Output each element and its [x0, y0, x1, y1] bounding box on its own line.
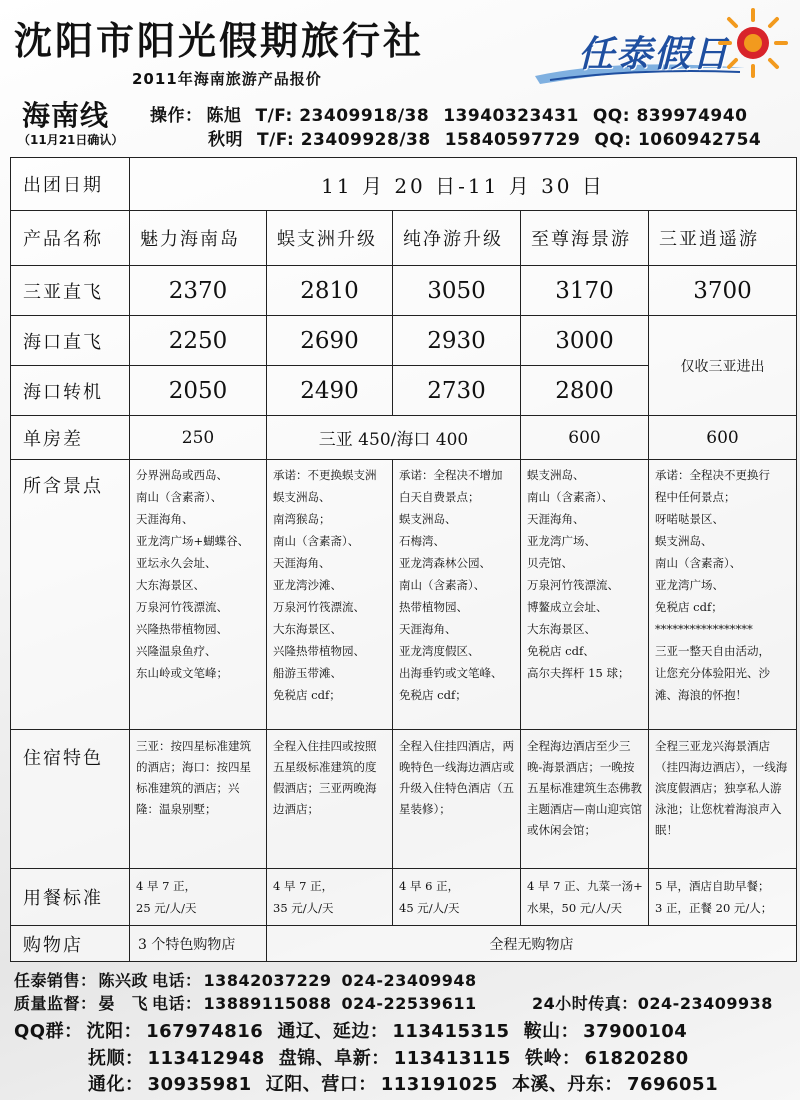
list-item: 南山（含素斋）、 [136, 490, 223, 504]
list-item: 分界洲岛或西岛、 [136, 468, 228, 482]
meal-cell [649, 869, 797, 926]
sales-contact [14, 968, 487, 991]
list-item: 万泉河竹筏漂流、 [136, 600, 228, 614]
qq-number: 113191025 [380, 1074, 498, 1095]
single-supplement-cell: 三亚 450/海口 400 [267, 416, 521, 460]
list-item: 亚龙湾广场+蝴蝶谷、 [136, 534, 250, 548]
list-item: 南山（含素斋）、 [399, 578, 486, 592]
qq-city: 本溪、丹东： [511, 1074, 623, 1095]
row-label: 三亚直飞 [11, 266, 130, 316]
list-item: 亚龙湾广场、 [655, 578, 724, 592]
qq-city: 通化： [88, 1074, 144, 1095]
list-item: 博鳌成立会址、 [527, 600, 608, 614]
list-item: 高尔夫挥杆 15 球； [527, 666, 630, 680]
table-row-spots [11, 460, 797, 730]
list-item: 3 正，正餐 20 元/人； [655, 901, 773, 915]
route-title: 海南线 [22, 99, 110, 132]
product-name: 三亚逍遥游 [649, 211, 797, 266]
list-item: 免税店 cdf； [273, 688, 341, 702]
shopping-cell: 3 个特色购物店 [130, 926, 267, 962]
operator-contact-2 [208, 125, 775, 150]
qq-city: 抚顺： [88, 1048, 144, 1069]
brand-logo [530, 4, 792, 94]
sales-mobile: 13842037229 [203, 971, 332, 990]
qq-number: 7696051 [626, 1074, 719, 1095]
operator-label: 操作： [150, 106, 203, 126]
list-item: 25 元/人/天 [136, 901, 197, 915]
list-item: 承诺：不更换蜈支洲 [273, 468, 377, 482]
list-item: 东山岭或文笔峰； [136, 666, 228, 680]
list-item: 亚龙湾度假区、 [399, 644, 480, 658]
fax-number: 024-23409938 [637, 994, 773, 1013]
fax-line [532, 991, 783, 1014]
price-cell: 2730 [393, 366, 521, 416]
list-item: 万泉河竹筏漂流、 [273, 600, 365, 614]
list-item: 船游玉带滩、 [273, 666, 342, 680]
operator-name: 陈旭 [206, 106, 242, 126]
list-item: 4 早 7 正， [136, 879, 197, 893]
price-cell: 2370 [130, 266, 267, 316]
list-item: 蜈支洲岛、 [655, 534, 713, 548]
table-row-date [11, 158, 797, 211]
list-item: 免税店 cdf、 [527, 644, 595, 658]
list-item: 承诺：全程决不更换行 [655, 468, 770, 482]
operator-mobile: 13940323431 [443, 106, 579, 126]
lodging-cell: 全程入住挂四酒店，两晚特色一线海边酒店或升级入住特色酒店（五星装修）； [393, 730, 521, 869]
list-item: 石梅湾、 [399, 534, 445, 548]
row-label: 单房差 [11, 416, 130, 460]
list-item: 天涯海角、 [273, 556, 331, 570]
list-item: 兴隆热带植物园、 [136, 622, 228, 636]
sales-tel-label: 电话： [152, 971, 202, 990]
list-item: 南山（含素斋）、 [527, 490, 614, 504]
qq-city: 鞍山： [523, 1021, 580, 1042]
product-name: 至尊海景游 [521, 211, 649, 266]
row-label: 住宿特色 [11, 730, 130, 869]
price-cell: 2250 [130, 316, 267, 366]
quality-contact [14, 991, 773, 1014]
price-table [10, 157, 797, 962]
list-item: 水果，50 元/人/天 [527, 901, 623, 915]
sun-icon [716, 6, 790, 80]
qq-group-row-2 [88, 1044, 703, 1070]
agency-title: 沈阳市阳光假期旅行社 [14, 19, 425, 63]
list-item: 程中任何景点； [655, 490, 736, 504]
qq-number: 61820280 [584, 1048, 689, 1069]
table-row-haikou [11, 316, 797, 366]
list-item: 南山（含素斋）、 [655, 556, 742, 570]
sales-name: 陈兴政 [98, 971, 149, 990]
list-item: 让您充分体验阳光、沙 [655, 666, 770, 680]
list-item: 白天自费景点； [399, 490, 480, 504]
list-item: 4 早 7 正、九菜一汤+ [527, 879, 643, 893]
price-cell: 2690 [267, 316, 393, 366]
fax-label: 24小时传真： [532, 994, 638, 1013]
table-row-meals [11, 869, 797, 926]
list-item: 兴隆热带植物园、 [273, 644, 365, 658]
row-label: 产品名称 [11, 211, 130, 266]
qq-group-row-3 [88, 1070, 732, 1096]
row-label: 所含景点 [11, 460, 130, 730]
list-item: 亚龙湾广场、 [527, 534, 596, 548]
qq-city: 盘锦、阜新： [278, 1048, 390, 1069]
list-item: 大东海景区、 [527, 622, 596, 636]
price-cell: 3050 [393, 266, 521, 316]
product-name: 魅力海南岛 [130, 211, 267, 266]
table-row-products [11, 211, 797, 266]
price-cell: 3170 [521, 266, 649, 316]
list-item: 大东海景区、 [136, 578, 205, 592]
list-item: 亚龙湾沙滩、 [273, 578, 342, 592]
shopping-cell: 全程无购物店 [267, 926, 797, 962]
qq-number: 30935981 [147, 1074, 252, 1095]
operator-tf: T/F: 23409928/38 [257, 130, 431, 150]
price-cell: 3000 [521, 316, 649, 366]
list-item: 万泉河竹筏漂流、 [527, 578, 619, 592]
confirm-date-note: （11月21日确认） [18, 133, 124, 147]
single-supplement-cell: 600 [521, 416, 649, 460]
spots-list [521, 460, 649, 730]
product-name: 蜈支洲升级 [267, 211, 393, 266]
list-item: 天涯海角、 [527, 512, 585, 526]
spots-list [267, 460, 393, 730]
single-supplement-cell: 600 [649, 416, 797, 460]
qq-number: 113415315 [392, 1021, 510, 1042]
list-item: 蜈支洲岛、 [399, 512, 457, 526]
list-item: 热带植物园、 [399, 600, 468, 614]
list-item: 承诺：全程决不增加 [399, 468, 503, 482]
list-item: 三亚一整天自由活动， [655, 644, 770, 658]
list-item: 35 元/人/天 [273, 901, 334, 915]
row-label: 用餐标准 [11, 869, 130, 926]
sanya-only-note: 仅收三亚进出 [649, 316, 797, 416]
row-label: 购物店 [11, 926, 130, 962]
lodging-cell: 全程入住挂四或按照五星级标准建筑的度假酒店；三亚两晚海边酒店； [267, 730, 393, 869]
product-name: 纯净游升级 [393, 211, 521, 266]
meal-cell [130, 869, 267, 926]
sales-label: 任泰销售： [14, 971, 97, 990]
qq-city: 铁岭： [524, 1048, 581, 1069]
lodging-cell: 全程海边酒店至少三晚-海景酒店；一晚按五星标准建筑生态佛教主题酒店—南山迎宾馆或休闲会馆； [521, 730, 649, 869]
qc-mobile: 13889115088 [203, 994, 332, 1013]
sales-phone: 024-23409948 [341, 971, 477, 990]
row-label: 出团日期 [11, 158, 130, 211]
price-cell: 2930 [393, 316, 521, 366]
price-cell: 2800 [521, 366, 649, 416]
list-item: 蜈支洲岛、 [527, 468, 585, 482]
single-supplement-cell: 250 [130, 416, 267, 460]
spots-list [393, 460, 521, 730]
row-label: 海口直飞 [11, 316, 130, 366]
list-item: 免税店 cdf； [655, 600, 723, 614]
list-item: 天涯海角、 [399, 622, 457, 636]
logo-text: 任泰假日 [578, 33, 731, 75]
price-list-subtitle: 2011年海南旅游产品报价 [132, 70, 322, 88]
table-row-shopping [11, 926, 797, 962]
list-item: 45 元/人/天 [399, 901, 460, 915]
operator-qq: QQ: 1060942754 [594, 130, 762, 150]
list-item: ***************** [655, 622, 753, 636]
qq-city: 通辽、延边： [277, 1021, 389, 1042]
operator-name: 秋明 [208, 130, 243, 150]
price-cell: 2810 [267, 266, 393, 316]
qc-phone: 024-22539611 [341, 994, 477, 1013]
list-item: 亚坛永久会址、 [136, 556, 217, 570]
qc-label: 质量监督： [14, 994, 97, 1013]
list-item: 4 早 7 正， [273, 879, 334, 893]
operator-qq: QQ: 839974940 [592, 106, 748, 126]
list-item: 蜈支洲岛、 [273, 490, 331, 504]
list-item: 免税店 cdf； [399, 688, 467, 702]
spots-list [649, 460, 797, 730]
spots-list [130, 460, 267, 730]
operator-mobile: 15840597729 [444, 130, 581, 150]
list-item: 天涯海角、 [136, 512, 194, 526]
price-cell: 2050 [130, 366, 267, 416]
operator-contact-1 [150, 101, 761, 126]
table-row-single-supplement [11, 416, 797, 460]
list-item: 南山（含素斋）、 [273, 534, 360, 548]
qq-number: 37900104 [583, 1021, 688, 1042]
lodging-cell: 三亚：按四星标准建筑的酒店；海口：按四星标准建筑的酒店；兴隆：温泉别墅； [130, 730, 267, 869]
list-item: 5 早，酒店自助早餐； [655, 879, 770, 893]
qq-number: 113413115 [393, 1048, 511, 1069]
qc-tel-label: 电话： [152, 994, 202, 1013]
list-item: 兴隆温泉鱼疗、 [136, 644, 217, 658]
meal-cell [393, 869, 521, 926]
lodging-cell: 全程三亚龙兴海景酒店（挂四海边酒店），一线海滨度假酒店；独享私人游泳池；让您枕着海浪声入眠！ [649, 730, 797, 869]
table-row-sanya [11, 266, 797, 316]
list-item: 贝壳馆、 [527, 556, 573, 570]
list-item: 呀喏哒景区、 [655, 512, 724, 526]
list-item: 出海垂钓或文笔峰、 [399, 666, 503, 680]
list-item: 滩、海浪的怀抱！ [655, 688, 747, 702]
row-label: 海口转机 [11, 366, 130, 416]
qq-city: 沈阳： [86, 1021, 143, 1042]
list-item: 4 早 6 正， [399, 879, 460, 893]
qq-number: 113412948 [147, 1048, 265, 1069]
departure-date-range: 11 月 20 日-11 月 30 日 [130, 158, 797, 211]
list-item: 南湾猴岛； [273, 512, 331, 526]
qq-city: 辽阳、营口： [265, 1074, 377, 1095]
qq-group-row-1 [14, 1017, 701, 1043]
qc-name: 晏 飞 [98, 994, 149, 1013]
qq-label: QQ群： [14, 1021, 83, 1042]
list-item: 亚龙湾森林公园、 [399, 556, 491, 570]
list-item: 大东海景区、 [273, 622, 342, 636]
table-row-lodging [11, 730, 797, 869]
price-cell: 2490 [267, 366, 393, 416]
meal-cell [267, 869, 393, 926]
operator-tf: T/F: 23409918/38 [255, 106, 430, 126]
price-cell: 3700 [649, 266, 797, 316]
meal-cell [521, 869, 649, 926]
qq-number: 167974816 [146, 1021, 264, 1042]
